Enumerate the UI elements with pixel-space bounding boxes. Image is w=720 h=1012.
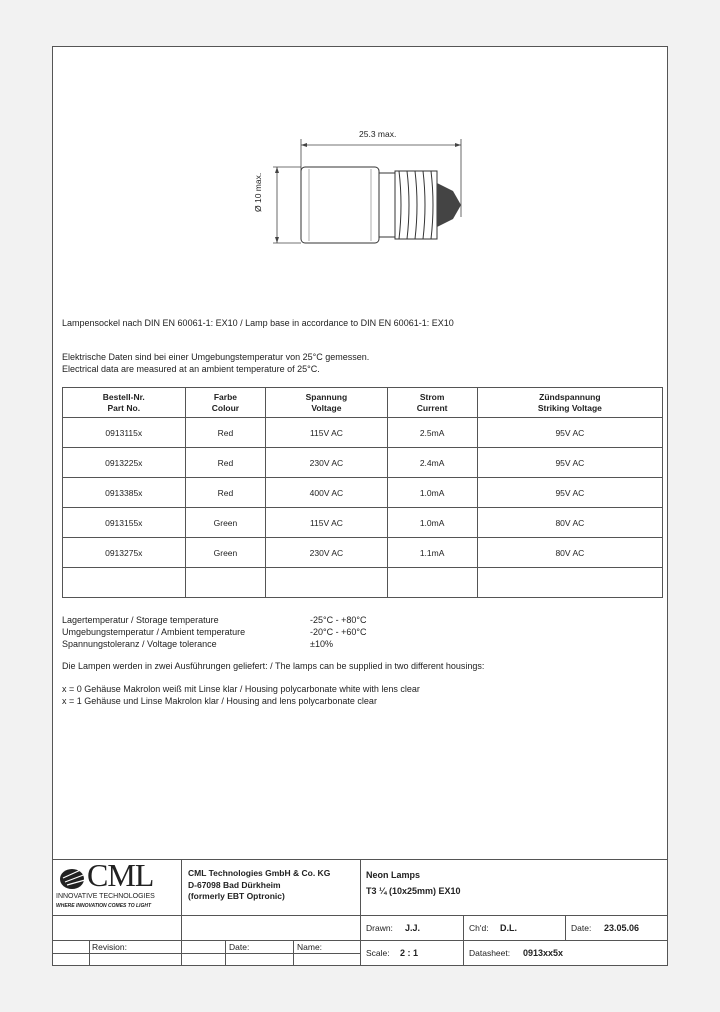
storage-temp-label: Lagertemperatur / Storage temperature <box>62 615 219 625</box>
part-no-cell <box>63 568 186 598</box>
company-address: D-67098 Bad Dürkheim <box>188 880 281 890</box>
housing-note: Die Lampen werden in zwei Ausführungen geliefert: / The lamps can be supplied in two different housings: <box>62 661 485 671</box>
striking-voltage-cell: 80V AC <box>477 508 662 538</box>
table-row <box>63 538 663 568</box>
date-label: Date: <box>571 923 592 933</box>
colour-cell: Green <box>185 538 266 568</box>
voltage-cell: 400V AC <box>266 478 387 508</box>
colour-cell: Green <box>185 508 266 538</box>
current-cell: 2.5mA <box>387 418 477 448</box>
voltage-tolerance-value: ±10% <box>310 639 333 649</box>
cml-logo-icon <box>57 864 87 890</box>
housing-option-1: x = 1 Gehäuse und Linse Makrolon klar / Housing and lens polycarbonate clear <box>62 696 377 706</box>
company-former-name: (formerly EBT Optronic) <box>188 891 285 901</box>
striking-voltage-cell: 95V AC <box>477 418 662 448</box>
voltage-cell: 230V AC <box>266 538 387 568</box>
storage-temp-value: -25°C - +80°C <box>310 615 367 625</box>
housing-option-0: x = 0 Gehäuse Makrolon weiß mit Linse klar / Housing polycarbonate white with lens clear <box>62 684 420 694</box>
diameter-dimension-label: Ø 10 max. <box>253 172 263 212</box>
table-header-row <box>63 388 663 418</box>
colour-cell: Red <box>185 448 266 478</box>
checked-label: Ch'd: <box>469 923 489 933</box>
checked-value: D.L. <box>500 923 517 933</box>
striking-voltage-cell: 80V AC <box>477 538 662 568</box>
current-cell: 2.4mA <box>387 448 477 478</box>
scale-value: 2 : 1 <box>400 948 419 958</box>
specification-table <box>62 387 663 598</box>
table-row <box>63 508 663 538</box>
title-block <box>53 859 667 966</box>
voltage-cell: 115V AC <box>266 508 387 538</box>
part-no-cell: 0913275x <box>63 538 186 568</box>
part-no-cell: 0913155x <box>63 508 186 538</box>
header-part-no: Bestell-Nr. Part No. <box>63 388 186 418</box>
table-row <box>63 478 663 508</box>
drawn-label: Drawn: <box>366 923 393 933</box>
part-no-cell: 0913115x <box>63 418 186 448</box>
striking-voltage-cell <box>477 568 662 598</box>
table-row <box>63 568 663 598</box>
colour-cell: Red <box>185 418 266 448</box>
voltage-cell <box>266 568 387 598</box>
voltage-tolerance-label: Spannungstoleranz / Voltage tolerance <box>62 639 217 649</box>
current-cell: 1.1mA <box>387 538 477 568</box>
lamp-base-note: Lampensockel nach DIN EN 60061-1: EX10 / Lamp base in accordance to DIN EN 60061-1: EX10 <box>62 318 454 328</box>
lamp-drawing <box>253 125 483 255</box>
product-name: Neon Lamps <box>366 870 421 880</box>
striking-voltage-cell: 95V AC <box>477 448 662 478</box>
table-row <box>63 418 663 448</box>
table-row <box>63 448 663 478</box>
ambient-temp-label: Umgebungstemperatur / Ambient temperature <box>62 627 246 637</box>
ambient-temp-value: -20°C - +60°C <box>310 627 367 637</box>
company-name: CML Technologies GmbH & Co. KG <box>188 868 331 878</box>
voltage-cell: 230V AC <box>266 448 387 478</box>
logo-sub-innovative: INNOVATIVE TECHNOLOGIES <box>56 893 155 900</box>
revision-name-label: Name: <box>297 942 323 952</box>
logo-text: CML <box>87 857 154 893</box>
colour-cell <box>185 568 266 598</box>
revision-date-label: Date: <box>229 942 250 952</box>
part-no-cell: 0913385x <box>63 478 186 508</box>
product-spec: T3 ¼ (10x25mm) EX10 <box>366 886 461 896</box>
drawn-value: J.J. <box>405 923 421 933</box>
header-voltage: Spannung Voltage <box>266 388 387 418</box>
electrical-note-en: Electrical data are measured at an ambient temperature of 25°C. <box>62 364 320 374</box>
datasheet-value: 0913xx5x <box>523 948 564 958</box>
header-colour: Farbe Colour <box>185 388 266 418</box>
electrical-note-de: Elektrische Daten sind bei einer Umgebungstemperatur von 25°C gemessen. <box>62 352 370 362</box>
voltage-cell: 115V AC <box>266 418 387 448</box>
date-value: 23.05.06 <box>604 923 640 933</box>
datasheet-sheet <box>52 46 668 966</box>
part-no-cell: 0913225x <box>63 448 186 478</box>
header-current: Strom Current <box>387 388 477 418</box>
revision-label: Revision: <box>92 942 127 952</box>
striking-voltage-cell: 95V AC <box>477 478 662 508</box>
current-cell: 1.0mA <box>387 478 477 508</box>
scale-label: Scale: <box>366 948 390 958</box>
header-striking-voltage: Zündspannung Striking Voltage <box>477 388 662 418</box>
logo-sub-slogan: WHERE INNOVATION COMES TO LIGHT <box>56 903 151 909</box>
datasheet-label: Datasheet: <box>469 948 511 958</box>
colour-cell: Red <box>185 478 266 508</box>
current-cell: 1.0mA <box>387 508 477 538</box>
current-cell <box>387 568 477 598</box>
length-dimension-label: 25.3 max. <box>359 129 397 139</box>
